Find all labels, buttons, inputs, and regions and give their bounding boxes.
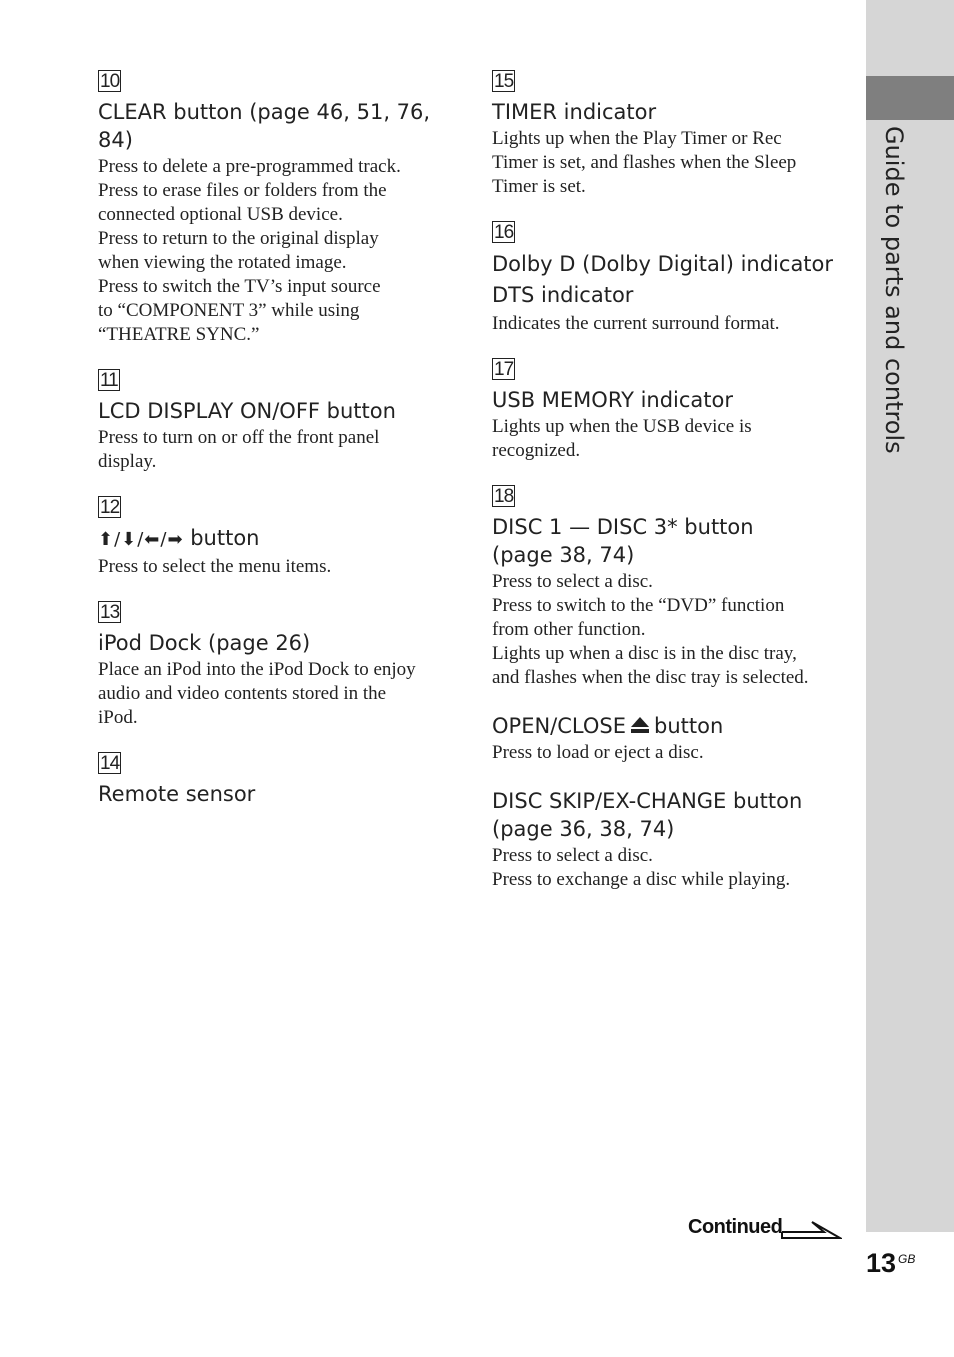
desc-line: from other function.: [492, 619, 646, 640]
desc-line: Press to turn on or off the front panel: [98, 427, 380, 448]
item-description: [98, 658, 458, 730]
desc-line: connected optional USB device.: [98, 204, 343, 225]
desc-line: Press to load or eject a disc.: [492, 742, 704, 763]
heading-line: DISC 1 — DISC 3* button: [492, 515, 754, 539]
item-heading: [98, 397, 458, 425]
item-heading: [98, 780, 458, 808]
sidebar-section-tab: [866, 76, 954, 120]
desc-line: “THEATRE SYNC.”: [98, 324, 260, 345]
item-number-badge: 16: [494, 222, 514, 243]
heading-line: Dolby D (Dolby Digital) indicator: [492, 252, 834, 276]
item-heading: [492, 787, 844, 843]
item-description: [492, 570, 844, 690]
item-number-badge: 15: [494, 71, 514, 92]
desc-line: when viewing the rotated image.: [98, 252, 347, 273]
desc-line: Press to select the menu items.: [98, 556, 332, 577]
heading-line: Remote sensor: [98, 782, 256, 806]
item-heading: [492, 712, 844, 740]
item-heading: [98, 98, 458, 154]
heading-line: (page 38, 74): [492, 543, 635, 567]
desc-line: to “COMPONENT 3” while using: [98, 300, 360, 321]
item-16: [492, 221, 844, 336]
heading-line: DISC SKIP/EX-CHANGE button: [492, 789, 803, 813]
page-number: 13: [866, 1248, 897, 1278]
desc-line: Press to select a disc.: [492, 571, 653, 592]
desc-line: Lights up when the Play Timer or Rec: [492, 128, 782, 149]
item-number-badge: 11: [100, 370, 118, 391]
heading-line: iPod Dock (page 26): [98, 631, 311, 655]
desc-line: Press to delete a pre-programmed track.: [98, 156, 401, 177]
sidebar-section-title: Guide to parts and controls: [880, 126, 908, 454]
desc-line: Lights up when a disc is in the disc tray,: [492, 643, 797, 664]
heading-line: TIMER indicator: [492, 100, 657, 124]
desc-line: Press to return to the original display: [98, 228, 379, 249]
continued-label: Continued: [688, 1216, 783, 1238]
desc-line: Lights up when the USB device is: [492, 416, 752, 437]
heading-line: 84): [98, 128, 133, 152]
item-heading: [492, 249, 844, 311]
desc-line: Timer is set.: [492, 176, 586, 197]
desc-line: Press to switch the TV’s input source: [98, 276, 381, 297]
item-number-badge: 17: [494, 359, 514, 380]
item-14: [98, 752, 458, 808]
heading-text: button: [183, 526, 260, 550]
item-18: [492, 485, 844, 690]
desc-line: Press to erase files or folders from the: [98, 180, 387, 201]
heading-line: CLEAR button (page 46, 51, 76,: [98, 100, 431, 124]
item-heading: [98, 629, 458, 657]
item-description: [492, 844, 844, 892]
desc-line: display.: [98, 451, 157, 472]
item-description: [492, 127, 844, 199]
desc-line: audio and video contents stored in the: [98, 683, 387, 704]
item-open-close: [492, 712, 844, 765]
item-description: [98, 555, 458, 579]
heading-text: OPEN/CLOSE: [492, 714, 626, 738]
item-13: [98, 601, 458, 730]
desc-line: Press to select a disc.: [492, 845, 653, 866]
heading-line: USB MEMORY indicator: [492, 388, 734, 412]
item-description: [492, 741, 844, 765]
item-10: [98, 70, 458, 347]
item-heading: [98, 524, 458, 554]
item-heading: [492, 513, 844, 569]
heading-line: (page 36, 38, 74): [492, 817, 675, 841]
eject-icon: [630, 715, 650, 735]
item-12: [98, 496, 458, 579]
desc-line: Place an iPod into the iPod Dock to enjoy: [98, 659, 416, 680]
desc-line: recognized.: [492, 440, 581, 461]
item-heading: [492, 98, 844, 126]
desc-line: Press to switch to the “DVD” function: [492, 595, 785, 616]
item-heading: [492, 386, 844, 414]
heading-text: button: [654, 714, 724, 738]
heading-line: LCD DISPLAY ON/OFF button: [98, 399, 396, 423]
desc-line: Indicates the current surround format.: [492, 313, 780, 334]
item-number-badge: 14: [100, 753, 120, 774]
heading-line: DTS indicator: [492, 283, 634, 307]
item-description: [98, 426, 458, 474]
left-column: [98, 70, 458, 830]
page-number-suffix: GB: [898, 1252, 916, 1266]
item-17: [492, 358, 844, 463]
item-description: [492, 312, 844, 336]
desc-line: Timer is set, and flashes when the Sleep: [492, 152, 797, 173]
right-column: [492, 70, 844, 914]
desc-line: and flashes when the disc tray is selected.: [492, 667, 809, 688]
arrow-keys-icon: ⬆/⬇/⬅/➡: [98, 529, 184, 550]
item-disc-skip: [492, 787, 844, 892]
item-description: [98, 155, 458, 347]
item-number-badge: 12: [100, 497, 120, 518]
item-number-badge: 13: [100, 602, 120, 623]
continued-arrow-icon: [780, 1218, 842, 1242]
item-description: [492, 415, 844, 463]
item-15: [492, 70, 844, 199]
item-11: [98, 369, 458, 474]
desc-line: iPod.: [98, 707, 138, 728]
desc-line: Press to exchange a disc while playing.: [492, 869, 791, 890]
item-number-badge: 18: [494, 486, 514, 507]
item-number-badge: 10: [100, 71, 120, 92]
